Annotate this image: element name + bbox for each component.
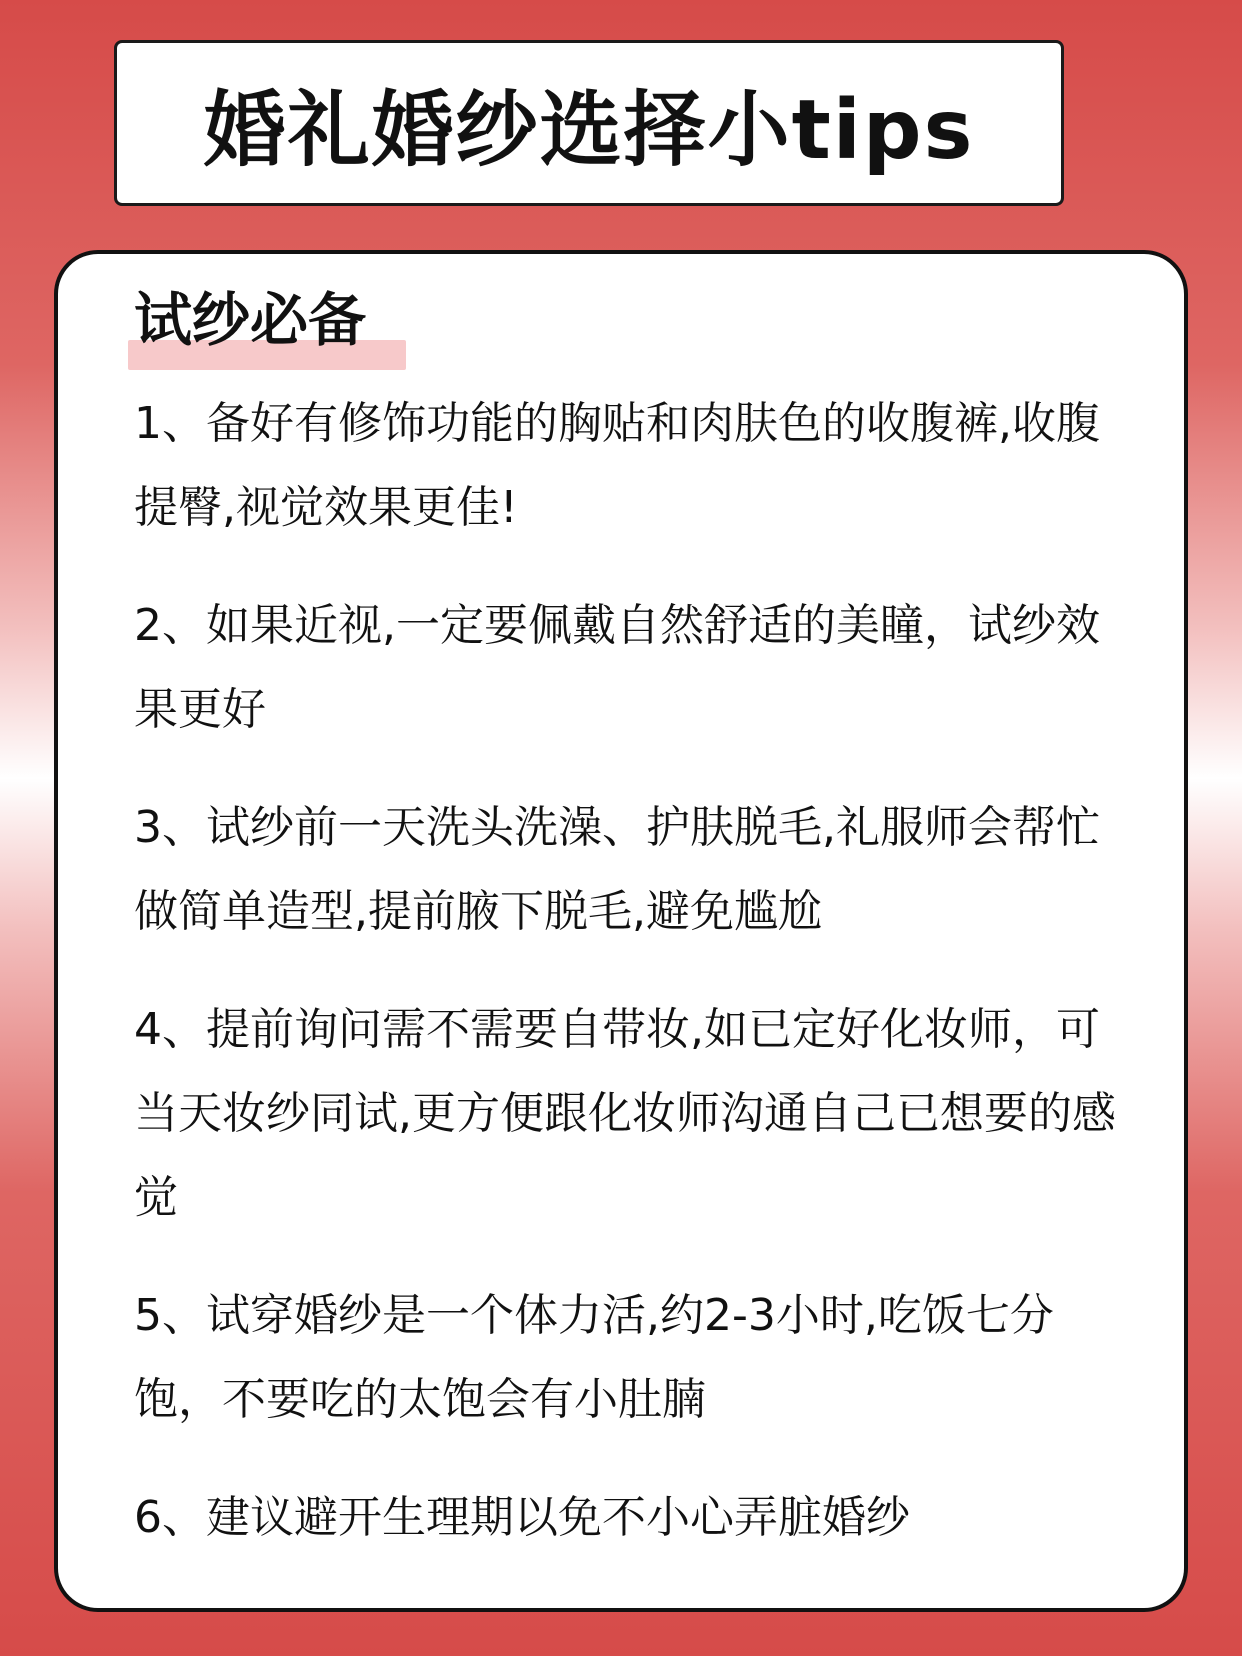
tips-list [134, 382, 1134, 1594]
tip-item: 2、如果近视,一定要佩戴自然舒适的美瞳，试纱效果更好 [134, 600, 1100, 735]
tips-card [54, 250, 1188, 1612]
title-banner [114, 40, 1064, 206]
tip-item: 4、提前询问需不需要自带妆,如已定好化妆师，可当天妆纱同试,更方便跟化妆师沟通自己已想要的感觉 [134, 1004, 1116, 1223]
section-heading-text: 试纱必备 [134, 286, 367, 354]
page-title: 婚礼婚纱选择小tips [203, 82, 975, 178]
tip-item: 1、备好有修饰功能的胸贴和肉肤色的收腹裤,收腹提臀,视觉效果更佳! [134, 398, 1100, 533]
tip-item: 5、试穿婚纱是一个体力活,约2-3小时,吃饭七分饱，不要吃的太饱会有小肚腩 [134, 1290, 1054, 1425]
section-heading [134, 282, 366, 358]
tip-item: 6、建议避开生理期以免不小心弄脏婚纱 [134, 1492, 910, 1543]
tip-item: 3、试纱前一天洗头洗澡、护肤脱毛,礼服师会帮忙做简单造型,提前腋下脱毛,避免尴尬 [134, 802, 1100, 937]
